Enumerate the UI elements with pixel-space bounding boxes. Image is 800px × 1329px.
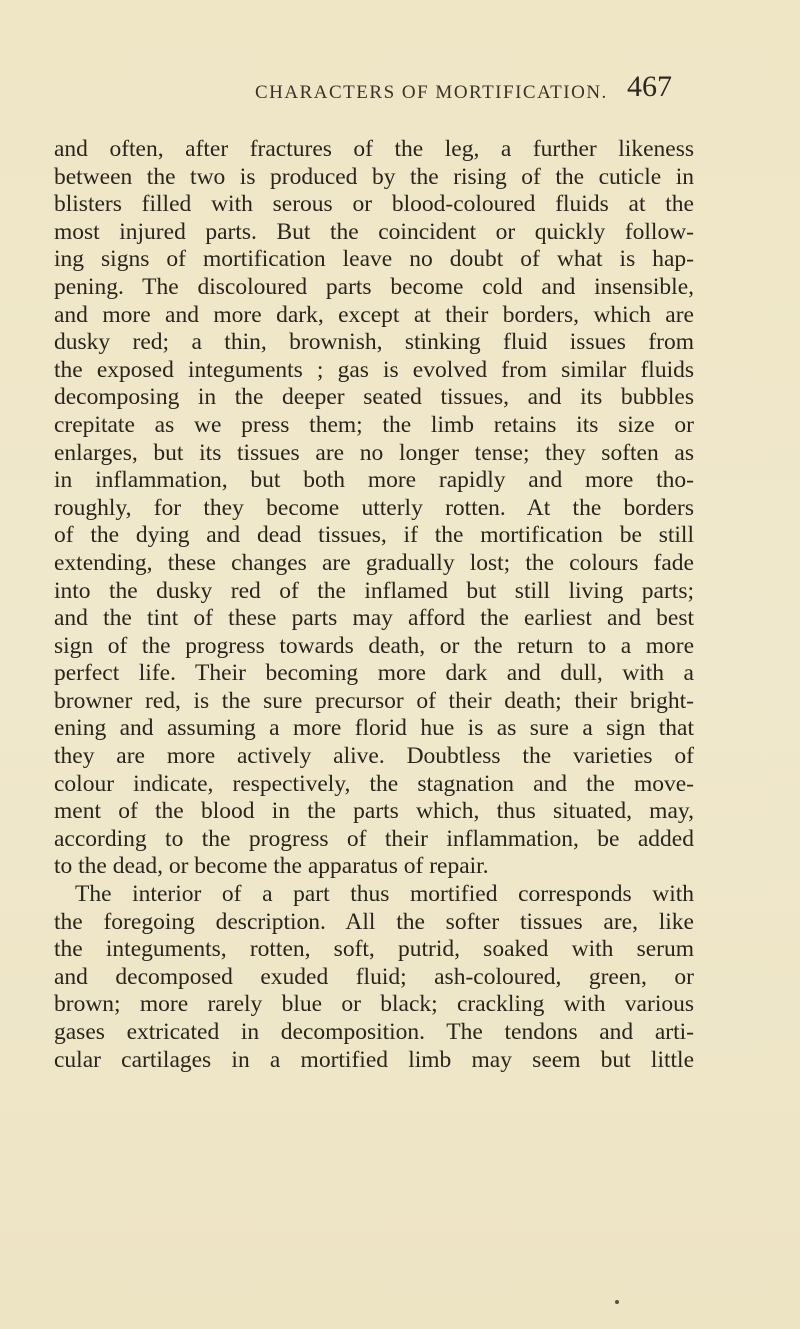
text-line: and often, after fractures of the leg, a further likeness bbox=[54, 136, 694, 162]
text-line: gases extricated in decomposition. The tendons and arti- bbox=[54, 1019, 694, 1045]
text-line: and decomposed exuded fluid; ash-coloured, green, or bbox=[54, 963, 694, 990]
paragraph-1 bbox=[54, 136, 694, 881]
page-number: 467 bbox=[627, 70, 672, 103]
text-line: ing signs of mortification leave no doubt of what is hap- bbox=[54, 246, 694, 273]
text-line: browner red, is the sure precursor of their death; their bright- bbox=[54, 687, 694, 714]
print-speck bbox=[615, 1300, 619, 1304]
text-line: sign of the progress towards death, or the return to a more bbox=[54, 632, 694, 659]
text-line: the exposed integuments ; gas is evolved from similar fluids bbox=[54, 356, 694, 383]
text-line: to the dead, or become the apparatus of repair. bbox=[54, 853, 489, 880]
text-line: The interior of a part thus mortified corresponds with bbox=[75, 881, 694, 908]
text-line: into the dusky red of the inflamed but still living parts; bbox=[54, 577, 694, 604]
text-line: dusky red; a thin, brownish, stinking fluid issues from bbox=[54, 329, 694, 356]
body-text bbox=[54, 136, 694, 1074]
text-line: the foregoing description. All the softer tissues are, like bbox=[54, 908, 694, 935]
text-line: most injured parts. But the coincident or quickly follow- bbox=[54, 218, 694, 245]
text-line: they are more actively alive. Doubtless the varieties of bbox=[54, 743, 694, 770]
text-line: decomposing in the deeper seated tissues, and its bubbles bbox=[54, 384, 694, 411]
text-line: roughly, for they become utterly rotten. At the borders bbox=[54, 494, 694, 521]
text-line: extending, these changes are gradually lost; the colours fade bbox=[54, 549, 694, 576]
text-line: the integuments, rotten, soft, putrid, soaked with serum bbox=[54, 936, 694, 963]
text-line: according to the progress of their inflammation, be added bbox=[54, 825, 694, 852]
paragraph-2 bbox=[54, 881, 694, 1074]
text-line: cular cartilages in a mortified limb may seem but little bbox=[54, 1046, 694, 1073]
text-line: and the tint of these parts may afford the earliest and best bbox=[54, 605, 694, 632]
text-line: ening and assuming a more florid hue is as sure a sign that bbox=[54, 715, 694, 742]
text-line: brown; more rarely blue or black; crackling with various bbox=[54, 991, 694, 1018]
text-line: pening. The discoloured parts become cold and insensible, bbox=[54, 273, 694, 300]
text-line: crepitate as we press them; the limb retains its size or bbox=[54, 411, 694, 438]
text-line: and more and more dark, except at their borders, which are bbox=[54, 301, 694, 328]
text-line: enlarges, but its tissues are no longer tense; they soften as bbox=[54, 439, 694, 466]
running-head: CHARACTERS OF MORTIFICATION. bbox=[255, 82, 608, 103]
text-line: blisters filled with serous or blood-coloured fluids at the bbox=[54, 191, 694, 218]
text-line: ment of the blood in the parts which, thus situated, may, bbox=[54, 798, 694, 825]
text-line: colour indicate, respectively, the stagnation and the move- bbox=[54, 770, 694, 797]
text-line: of the dying and dead tissues, if the mortification be still bbox=[54, 522, 694, 549]
text-line: between the two is produced by the rising of the cuticle in bbox=[54, 163, 694, 190]
text-line: perfect life. Their becoming more dark and dull, with a bbox=[54, 660, 694, 687]
text-line: in inflammation, but both more rapidly and more tho- bbox=[54, 467, 694, 494]
